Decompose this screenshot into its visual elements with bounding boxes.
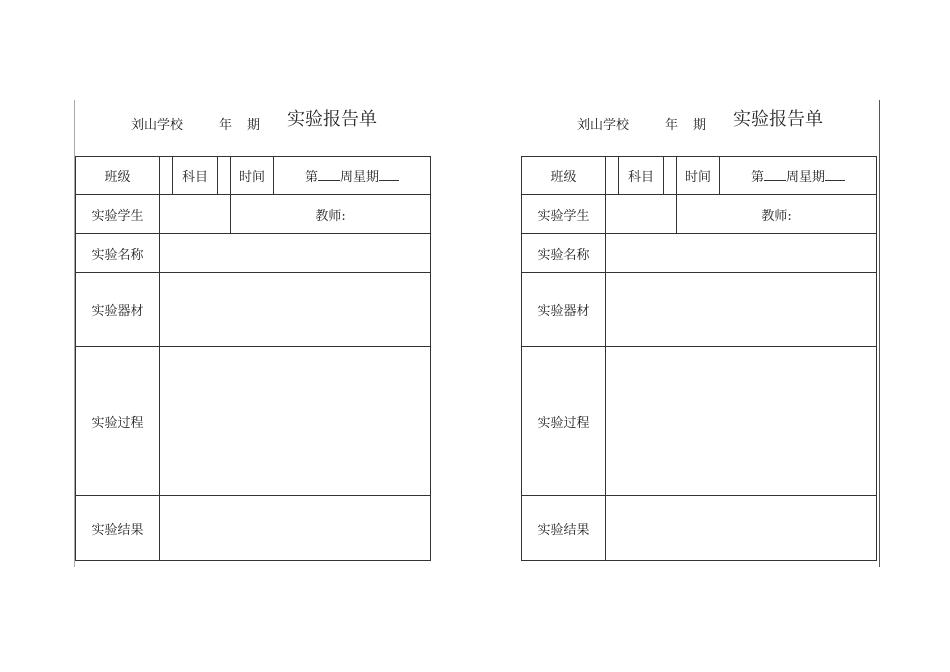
equipment-value[interactable] <box>606 273 877 347</box>
weekday-blank[interactable] <box>379 168 399 181</box>
term-label: 期 <box>247 118 261 133</box>
result-label: 实验结果 <box>76 496 160 561</box>
form-header <box>521 104 877 144</box>
result-value[interactable] <box>160 496 431 561</box>
subject-value[interactable] <box>664 157 677 195</box>
week-suffix: 周星期 <box>786 170 826 185</box>
equipment-label: 实验器材 <box>76 273 160 347</box>
process-value[interactable] <box>606 347 877 496</box>
right-margin-line <box>879 100 880 567</box>
class-label: 班级 <box>76 157 160 195</box>
school-name: 刘山学校 <box>577 118 630 133</box>
term-label: 期 <box>693 118 707 133</box>
time-label: 时间 <box>677 157 720 195</box>
weekday-blank[interactable] <box>825 168 845 181</box>
week-blank[interactable] <box>764 168 786 181</box>
school-name: 刘山学校 <box>131 118 184 133</box>
teacher-label[interactable]: 教师: <box>677 195 877 234</box>
time-label: 时间 <box>231 157 274 195</box>
student-label: 实验学生 <box>76 195 160 234</box>
week-suffix: 周星期 <box>340 170 380 185</box>
process-label: 实验过程 <box>522 347 606 496</box>
week-blank[interactable] <box>318 168 340 181</box>
form-title: 实验报告单 <box>287 109 377 130</box>
student-value[interactable] <box>606 195 677 234</box>
week-field[interactable] <box>720 157 877 195</box>
class-label: 班级 <box>522 157 606 195</box>
class-value[interactable] <box>160 157 173 195</box>
experiment-name-value[interactable] <box>160 234 431 273</box>
result-value[interactable] <box>606 496 877 561</box>
student-label: 实验学生 <box>522 195 606 234</box>
report-table <box>75 156 431 561</box>
year-label: 年 <box>665 118 679 133</box>
teacher-label[interactable]: 教师: <box>231 195 431 234</box>
week-prefix: 第 <box>751 170 765 185</box>
student-value[interactable] <box>160 195 231 234</box>
equipment-label: 实验器材 <box>522 273 606 347</box>
report-table <box>521 156 877 561</box>
equipment-value[interactable] <box>160 273 431 347</box>
week-prefix: 第 <box>305 170 319 185</box>
experiment-name-label: 实验名称 <box>522 234 606 273</box>
result-label: 实验结果 <box>522 496 606 561</box>
class-value[interactable] <box>606 157 619 195</box>
experiment-name-label: 实验名称 <box>76 234 160 273</box>
experiment-name-value[interactable] <box>606 234 877 273</box>
process-label: 实验过程 <box>76 347 160 496</box>
subject-label: 科目 <box>619 157 664 195</box>
week-field[interactable] <box>274 157 431 195</box>
form-title: 实验报告单 <box>733 109 823 130</box>
subject-value[interactable] <box>218 157 231 195</box>
subject-label: 科目 <box>173 157 218 195</box>
form-header <box>75 104 431 144</box>
process-value[interactable] <box>160 347 431 496</box>
year-label: 年 <box>219 118 233 133</box>
